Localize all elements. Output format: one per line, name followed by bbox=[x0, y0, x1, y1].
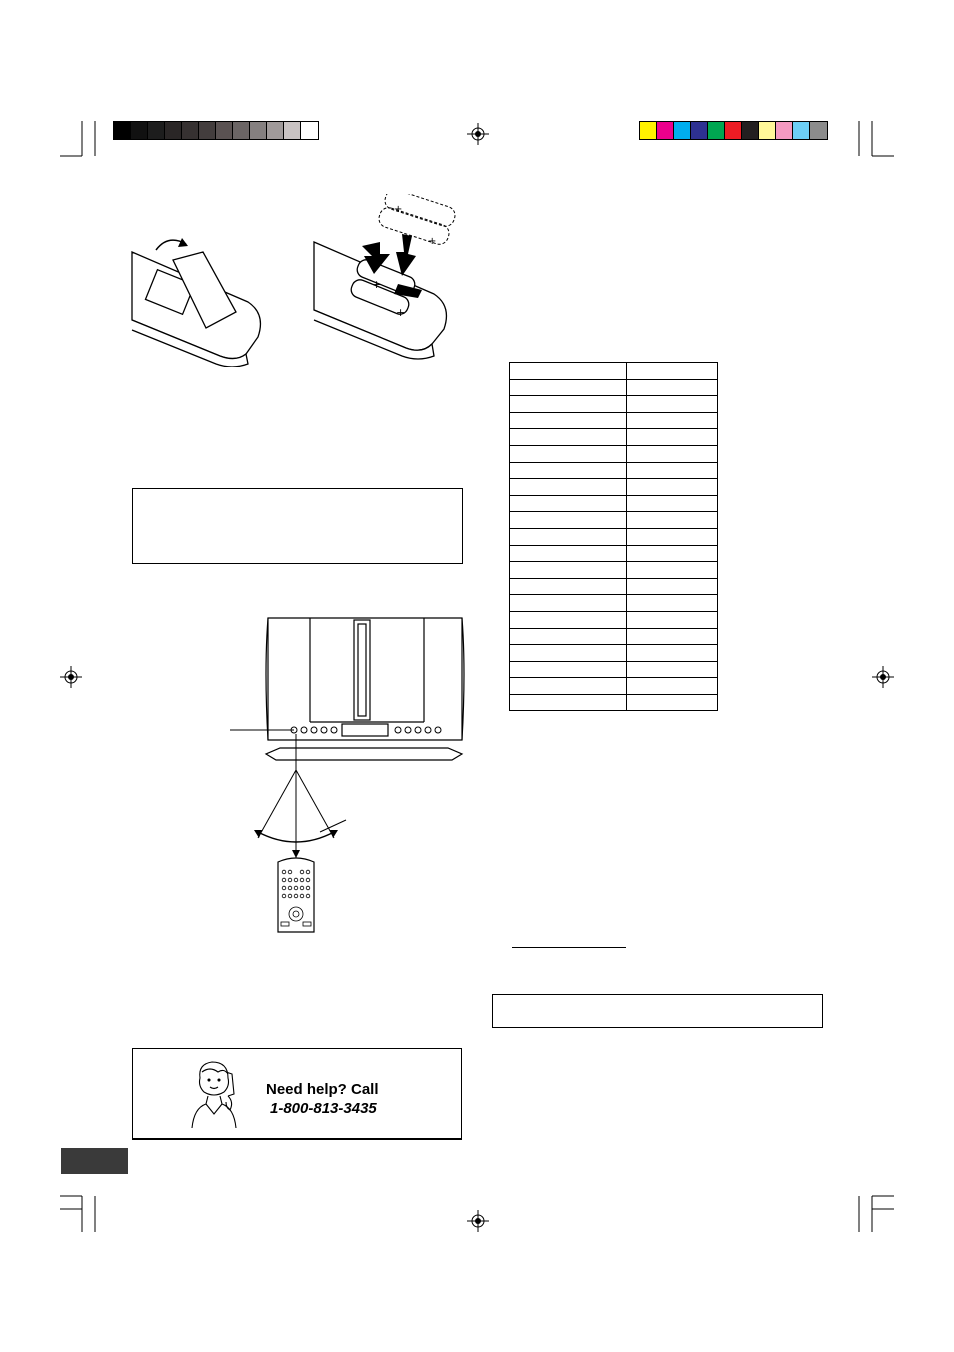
table-row bbox=[510, 379, 718, 396]
crosshair-registration-icon bbox=[60, 666, 82, 688]
table-cell bbox=[510, 545, 627, 562]
remote-range-illustration bbox=[228, 610, 468, 938]
table-row bbox=[510, 445, 718, 462]
crosshair-registration-icon bbox=[467, 123, 489, 145]
table-cell bbox=[627, 412, 718, 429]
code-table bbox=[509, 362, 718, 711]
table-cell bbox=[627, 562, 718, 579]
table-row bbox=[510, 528, 718, 545]
person-on-phone-icon bbox=[186, 1058, 242, 1132]
table-row bbox=[510, 628, 718, 645]
help-title: Need help? Call bbox=[266, 1081, 379, 1098]
svg-text:+: + bbox=[428, 236, 437, 247]
table-cell bbox=[510, 678, 627, 695]
table-row bbox=[510, 678, 718, 695]
remote-battery-cover-illustration bbox=[128, 232, 268, 367]
table-row bbox=[510, 595, 718, 612]
table-cell bbox=[510, 379, 627, 396]
table-cell bbox=[510, 495, 627, 512]
table-cell bbox=[510, 445, 627, 462]
table-cell bbox=[510, 661, 627, 678]
table-cell bbox=[510, 412, 627, 429]
table-cell bbox=[627, 363, 718, 380]
svg-text:+: + bbox=[396, 306, 406, 319]
svg-text:+: + bbox=[372, 278, 382, 291]
table-cell bbox=[510, 628, 627, 645]
table-row bbox=[510, 512, 718, 529]
table-row bbox=[510, 578, 718, 595]
table-cell bbox=[510, 429, 627, 446]
table-row bbox=[510, 645, 718, 662]
table-cell bbox=[627, 379, 718, 396]
battery-insertion-illustration bbox=[310, 194, 462, 364]
underline-rule bbox=[512, 947, 626, 948]
table-cell bbox=[627, 462, 718, 479]
table-cell bbox=[627, 445, 718, 462]
table-row bbox=[510, 562, 718, 579]
table-row bbox=[510, 396, 718, 413]
table-row bbox=[510, 694, 718, 711]
table-cell bbox=[510, 694, 627, 711]
table-row bbox=[510, 462, 718, 479]
table-row bbox=[510, 363, 718, 380]
table-cell bbox=[627, 661, 718, 678]
table-cell bbox=[627, 429, 718, 446]
table-row bbox=[510, 429, 718, 446]
help-phone-number: 1-800-813-3435 bbox=[270, 1100, 377, 1117]
table-cell bbox=[510, 645, 627, 662]
table-cell bbox=[627, 528, 718, 545]
table-cell bbox=[510, 462, 627, 479]
table-row bbox=[510, 412, 718, 429]
table-row bbox=[510, 495, 718, 512]
table-cell bbox=[627, 611, 718, 628]
table-cell bbox=[627, 578, 718, 595]
table-row bbox=[510, 611, 718, 628]
table-cell bbox=[627, 628, 718, 645]
table-cell bbox=[627, 495, 718, 512]
table-cell bbox=[627, 678, 718, 695]
table-cell bbox=[510, 512, 627, 529]
table-cell bbox=[627, 479, 718, 496]
table-cell bbox=[510, 363, 627, 380]
crosshair-registration-icon bbox=[872, 666, 894, 688]
table-cell bbox=[627, 396, 718, 413]
table-row bbox=[510, 479, 718, 496]
right-note-box bbox=[492, 994, 823, 1028]
table-cell bbox=[510, 396, 627, 413]
table-cell bbox=[627, 694, 718, 711]
table-cell bbox=[510, 562, 627, 579]
table-cell bbox=[627, 595, 718, 612]
table-cell bbox=[627, 645, 718, 662]
table-cell bbox=[627, 545, 718, 562]
table-cell bbox=[510, 611, 627, 628]
table-row bbox=[510, 661, 718, 678]
table-cell bbox=[510, 595, 627, 612]
table-cell bbox=[510, 528, 627, 545]
table-row bbox=[510, 545, 718, 562]
svg-text:+: + bbox=[394, 204, 403, 215]
page-tab bbox=[61, 1148, 128, 1174]
note-box bbox=[132, 488, 463, 564]
table-cell bbox=[510, 479, 627, 496]
table-cell bbox=[510, 578, 627, 595]
table-cell bbox=[627, 512, 718, 529]
crosshair-registration-icon bbox=[467, 1210, 489, 1232]
